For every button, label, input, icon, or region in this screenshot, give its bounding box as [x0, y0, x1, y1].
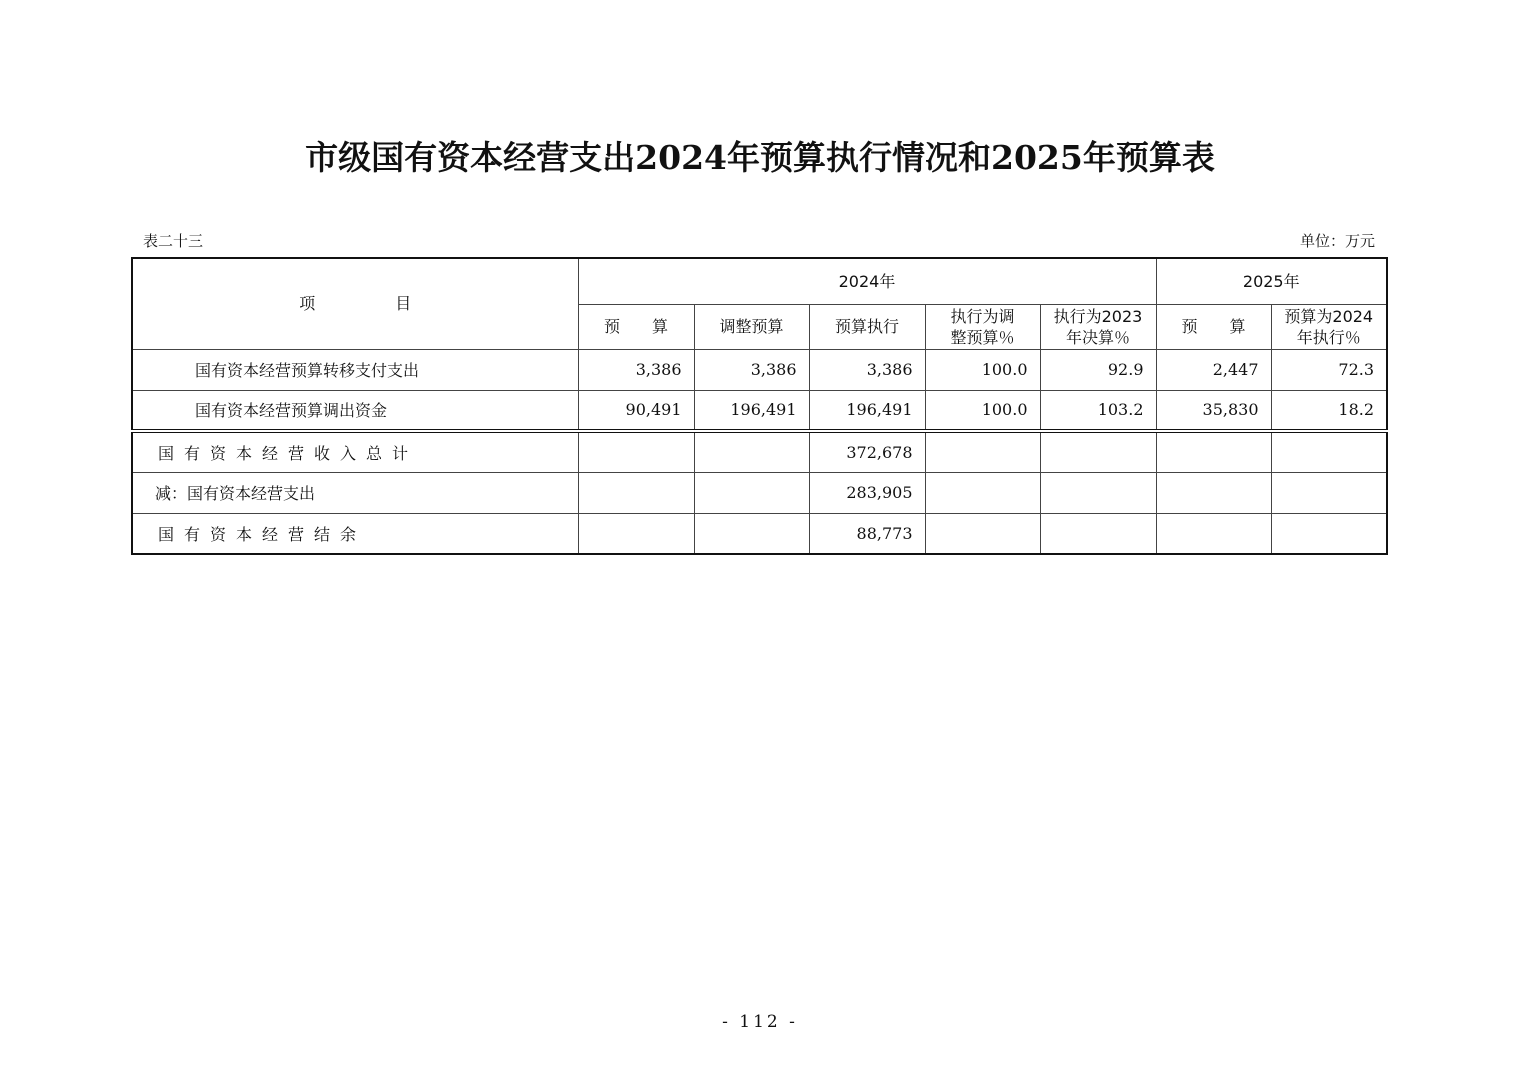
empty-cell — [694, 513, 809, 554]
cell-adjusted-2024: 3,386 — [694, 349, 809, 390]
cell-adjusted-2024: 196,491 — [694, 390, 809, 431]
page-number: - 112 - — [722, 1012, 798, 1032]
empty-cell — [925, 513, 1040, 554]
empty-cell — [578, 513, 694, 554]
cell-budget-vs-2024-exec: 72.3 — [1271, 349, 1387, 390]
empty-cell — [1271, 472, 1387, 513]
cell-executed-2024: 372,678 — [809, 431, 925, 472]
table-number: 表二十三 — [143, 232, 204, 250]
unit-label: 单位：万元 — [1299, 232, 1375, 250]
header-budget-2024: 预 算 — [578, 304, 694, 349]
cell-exec-vs-adjusted: 100.0 — [925, 390, 1040, 431]
page-title: 市级国有资本经营支出2024年预算执行情况和2025年预算表 — [305, 138, 1215, 177]
cell-executed-2024: 283,905 — [809, 472, 925, 513]
cell-budget-2024: 3,386 — [578, 349, 694, 390]
empty-cell — [578, 472, 694, 513]
header-exec-vs-2023: 执行为2023 年决算％ — [1040, 304, 1156, 349]
summary-label: 减：国有资本经营支出 — [132, 472, 578, 513]
row-item-label: 国有资本经营预算调出资金 — [132, 390, 578, 431]
cell-budget-2025: 2,447 — [1156, 349, 1271, 390]
cell-budget-vs-2024-exec: 18.2 — [1271, 390, 1387, 431]
header-budget-executed: 预算执行 — [809, 304, 925, 349]
cell-budget-2024: 90,491 — [578, 390, 694, 431]
cell-exec-vs-2023: 103.2 — [1040, 390, 1156, 431]
table-row — [132, 390, 1387, 431]
cell-exec-vs-adjusted: 100.0 — [925, 349, 1040, 390]
empty-cell — [694, 431, 809, 472]
cell-executed-2024: 88,773 — [809, 513, 925, 554]
empty-cell — [1156, 472, 1271, 513]
header-year-2025: 2025年 — [1156, 258, 1387, 304]
row-item-label: 国有资本经营预算转移支付支出 — [132, 349, 578, 390]
empty-cell — [925, 431, 1040, 472]
header-budget-vs-2024-exec: 预算为2024 年执行％ — [1271, 304, 1387, 349]
header-row-years — [132, 258, 1387, 304]
empty-cell — [694, 472, 809, 513]
empty-cell — [1156, 513, 1271, 554]
cell-executed-2024: 196,491 — [809, 390, 925, 431]
header-exec-vs-adjusted: 执行为调 整预算％ — [925, 304, 1040, 349]
empty-cell — [925, 472, 1040, 513]
cell-budget-2025: 35,830 — [1156, 390, 1271, 431]
empty-cell — [1040, 472, 1156, 513]
header-item: 项 目 — [132, 258, 578, 349]
empty-cell — [1156, 431, 1271, 472]
empty-cell — [1040, 431, 1156, 472]
summary-row-total-revenue — [132, 431, 1387, 472]
summary-row-less-expenditure — [132, 472, 1387, 513]
empty-cell — [1271, 431, 1387, 472]
cell-exec-vs-2023: 92.9 — [1040, 349, 1156, 390]
table-row — [132, 349, 1387, 390]
summary-label: 国有资本经营收入总计 — [132, 431, 578, 472]
header-year-2024: 2024年 — [578, 258, 1156, 304]
empty-cell — [1040, 513, 1156, 554]
budget-table — [131, 257, 1388, 555]
header-adjusted-budget: 调整预算 — [694, 304, 809, 349]
empty-cell — [578, 431, 694, 472]
cell-executed-2024: 3,386 — [809, 349, 925, 390]
header-budget-2025: 预 算 — [1156, 304, 1271, 349]
summary-row-balance — [132, 513, 1387, 554]
empty-cell — [1271, 513, 1387, 554]
summary-label: 国有资本经营结余 — [132, 513, 578, 554]
